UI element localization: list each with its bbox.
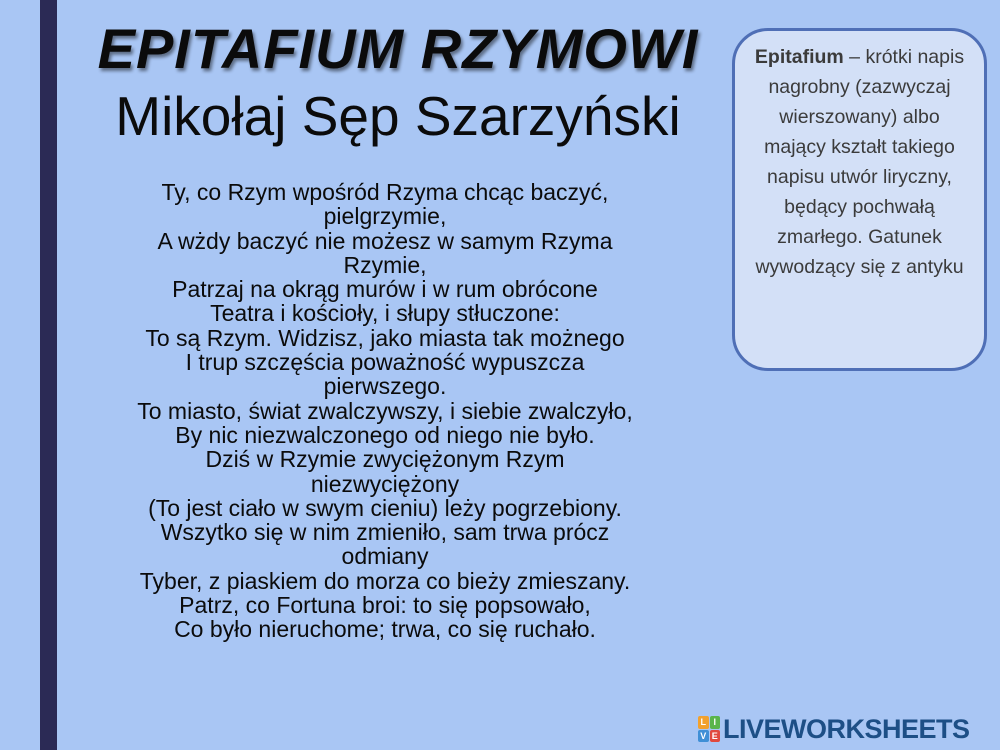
poem-text bbox=[60, 180, 710, 642]
poem-line: Teatra i kościoły, i słupy stłuczone: bbox=[210, 300, 560, 327]
poem-line: Wszytko się w nim zmieniło, sam trwa prócz bbox=[160, 519, 610, 546]
liveworksheets-logo bbox=[698, 714, 970, 744]
poem-line: Rzymie, bbox=[343, 251, 427, 278]
poem-line: odmiany bbox=[341, 543, 429, 570]
poem-line: Dziś w Rzymie zwyciężonym Rzym bbox=[205, 446, 565, 473]
poem-line: niezwyciężony bbox=[310, 470, 460, 497]
logo-mark-letter: L bbox=[698, 716, 709, 729]
logo-mark-letter: V bbox=[698, 730, 709, 743]
poem-line: To są Rzym. Widzisz, jako miasta tak możnego bbox=[145, 324, 625, 351]
logo-mark-letter: I bbox=[710, 716, 721, 729]
poem-line: Ty, co Rzym wpośród Rzyma chcąc baczyć, bbox=[161, 179, 609, 205]
logo-text: LIVEWORKSHEETS bbox=[723, 714, 970, 744]
poem-line: Patrzaj na okrąg murów i w rum obrócone bbox=[172, 276, 598, 303]
slide-author: Mikołaj Sęp Szarzyński bbox=[115, 85, 681, 147]
definition-text: – krótki napis nagrobny (zazwyczaj wierszowany) albo mający kształt takiego napisu utwór liryczny, będący pochwałą zmarłego. Gatunek wywodzący się z antyku bbox=[755, 46, 965, 278]
poem-line: pielgrzymie, bbox=[323, 203, 447, 230]
definition-term: Epitafium bbox=[754, 46, 844, 68]
poem-line: I trup szczęścia poważność wypuszcza bbox=[185, 349, 585, 376]
poem-line: By nic niezwalczonego od niego nie było. bbox=[175, 421, 595, 448]
poem-line: (To jest ciało w swym cieniu) leży pogrzebiony. bbox=[148, 494, 622, 521]
poem-line: A wżdy baczyć nie możesz w samym Rzyma bbox=[157, 227, 613, 254]
slide-title: EPITAFIUM RZYMOWI bbox=[97, 17, 699, 80]
poem-line: Patrz, co Fortuna broi: to się popsowało, bbox=[179, 592, 591, 619]
liveworksheets-mark-icon bbox=[698, 716, 720, 742]
definition-box bbox=[732, 28, 987, 371]
poem-line: To miasto, świat zwalczywszy, i siebie zwalczyło, bbox=[137, 397, 633, 424]
poem-line: pierwszego. bbox=[323, 373, 447, 400]
logo-mark-letter: E bbox=[710, 730, 721, 743]
poem-line: Tyber, z piaskiem do morza co bieży zmieszany. bbox=[139, 567, 631, 594]
left-accent-bar bbox=[40, 0, 57, 750]
poem-line: Co było nieruchome; trwa, co się ruchało. bbox=[174, 616, 596, 643]
